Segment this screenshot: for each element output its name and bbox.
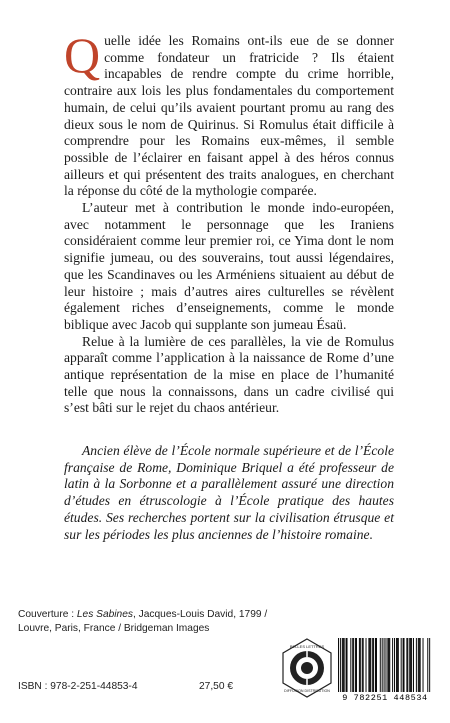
barcode-icon <box>335 636 435 694</box>
barcode-bar <box>373 638 374 692</box>
barcode-bar <box>359 638 360 692</box>
synopsis-paragraph-1-text: uelle idée les Romains ont-ils eue de se donner comme fondateur un fratricide ? Ils étaient incapables de rendre compte du crime horrible, contraire aux lois les plus fondamentales du comportement humain, de celui qu’ils avaient pourtant promu au rang des dieux sous le nom de Quirinus. Si Romulus était difficile à comprendre pour les Romains eux-mêmes, il semble possible de l’éclairer en faisant appel à des héros connus ailleurs et qui présentent des traits analogues, en cherchant la réponse du côté de la mythologie comparée. <box>64 33 394 199</box>
publisher-logo-icon <box>280 637 334 699</box>
barcode-bar <box>401 638 402 692</box>
barcode-bar <box>389 638 390 692</box>
isbn: ISBN : 978-2-251-44853-4 <box>18 681 138 692</box>
barcode-bar <box>342 638 343 692</box>
barcode-bar <box>419 638 420 692</box>
barcode-bar <box>398 638 399 692</box>
barcode-bar <box>388 638 389 692</box>
barcode-bar <box>416 638 417 692</box>
barcode-bar <box>356 638 357 692</box>
barcode-bar <box>392 638 393 692</box>
drop-cap: Q <box>64 27 101 83</box>
credits-rest: , Jacques-Louis David, 1799 / Louvre, Paris, France / Bridgeman Images <box>18 609 268 634</box>
barcode-bar <box>376 638 377 692</box>
barcode-bar <box>427 638 428 692</box>
barcode-bar <box>368 638 369 692</box>
credits-prefix: Couverture : <box>18 609 77 620</box>
barcode-bar <box>387 638 388 692</box>
barcode-bar <box>338 638 339 692</box>
synopsis <box>64 27 394 417</box>
barcode-bar <box>352 638 353 692</box>
barcode-bar <box>355 638 356 692</box>
barcode-bar <box>418 638 419 692</box>
barcode-bar <box>380 638 381 692</box>
barcode-bar <box>423 638 424 692</box>
barcode-bar <box>353 638 354 692</box>
barcode-bar <box>344 638 345 692</box>
barcode-bar <box>396 638 397 692</box>
barcode-bar <box>370 638 371 692</box>
barcode-bar <box>397 638 398 692</box>
barcode-bar <box>384 638 385 692</box>
barcode-bar <box>362 638 363 692</box>
barcode-bar <box>346 638 347 692</box>
barcode-bar <box>350 638 351 692</box>
barcode-bar <box>369 638 370 692</box>
barcode-bar <box>360 638 361 692</box>
barcode-bar <box>409 638 410 692</box>
author-bio: Ancien élève de l’École normale supérieure et de l’École française de Rome, Dominique Briquel a été professeur de latin à la Sorbonne et a parallèlement assuré une direction d’études en étruscologie à l’École pratique des hautes études. Ses recherches portent sur la civilisation étrusque et sur les périodes les plus anciennes de l’histoire romaine. <box>64 443 394 542</box>
barcode-bar <box>406 638 407 692</box>
barcode-bar <box>413 638 414 692</box>
barcode-bar <box>347 638 348 692</box>
barcode-bar <box>386 638 387 692</box>
synopsis-paragraph-1 <box>64 27 394 200</box>
logo-bottom-text: DIFFUSION DISTRIBUTION <box>284 689 330 693</box>
synopsis-paragraph-3: Relue à la lumière de ces parallèles, la vie de Romulus apparaît comme l’application à la naissance de Rome d’une antique représentation de la mise en place de l’humanité telle que nous la connaissons, dans un cadre civilisé qui s’est bâti sur le rejet du chaos antérieur. <box>64 333 394 416</box>
synopsis-paragraph-2: L’auteur met à contribution le monde indo-européen, avec notamment le personnage que les Iraniens considéraient comme leur premier roi, ce Yima dont le nom signifie jumeau, ou des souverains, tout aussi légendaires, que les Scandinaves ou les Arméniens situaient au début de leur histoire ; mais d’autres aires culturelles se révèlent également riches d’enseignements, comme le monde biblique avec Jacob qui supplante son jumeau Ésaü. <box>64 200 394 332</box>
price: 27,50 € <box>199 681 233 692</box>
barcode-bar <box>343 638 344 692</box>
barcode-bar <box>403 638 404 692</box>
barcode-bar <box>410 638 411 692</box>
barcode-bar <box>372 638 373 692</box>
barcode-bar <box>382 638 383 692</box>
cover-credits <box>18 608 278 636</box>
barcode-bar <box>411 638 412 692</box>
barcode-bar <box>404 638 405 692</box>
barcode-bar <box>407 638 408 692</box>
barcode-bar <box>420 638 421 692</box>
barcode-bar <box>375 638 376 692</box>
barcode-bar <box>363 638 364 692</box>
barcode-bar <box>340 638 341 692</box>
barcode-bar <box>429 638 430 692</box>
barcode-bar <box>394 638 395 692</box>
logo-top-text: BELLES LETTRES <box>289 644 325 649</box>
barcode-digits: 9 782251 448534 <box>342 693 428 703</box>
credits-artwork-title: Les Sabines <box>76 609 133 620</box>
barcode-bar <box>366 638 367 692</box>
